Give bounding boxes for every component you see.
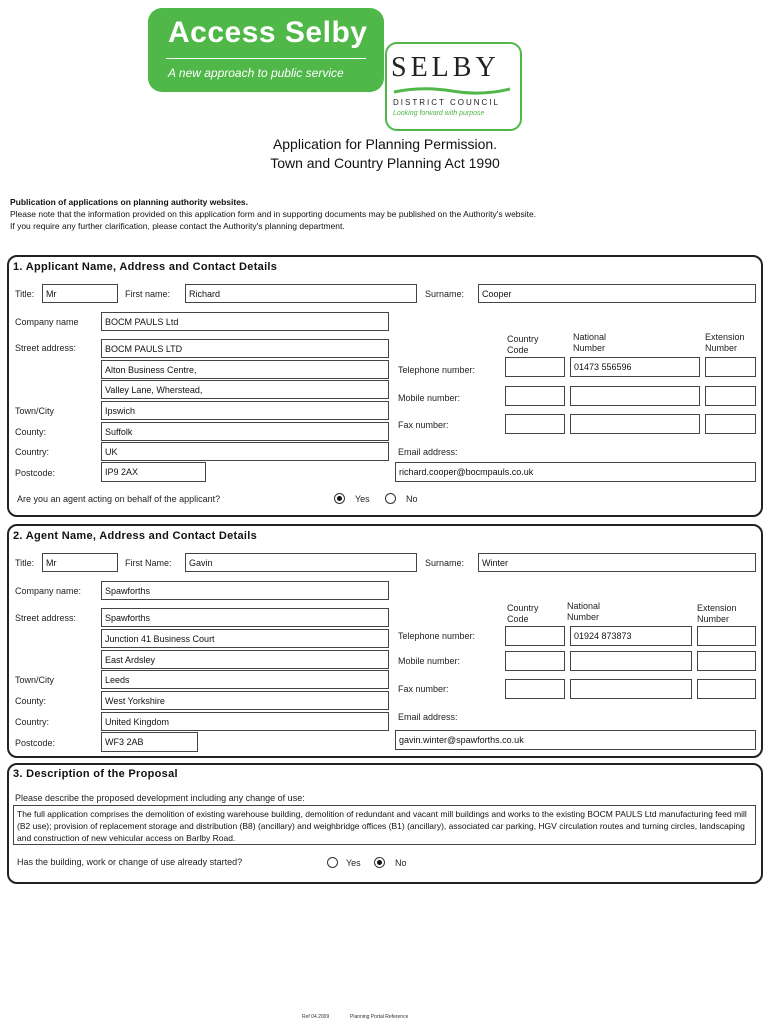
applicant-country-label: Country: <box>15 447 50 457</box>
applicant-title-field[interactable]: Mr <box>42 284 118 303</box>
agent-yes-radio[interactable] <box>334 493 345 504</box>
agent-yes-label: Yes <box>355 494 370 504</box>
council-name: SELBY <box>391 52 500 83</box>
applicant-extension-number-label: Extension Number <box>705 332 745 353</box>
notice-line1: Please note that the information provided on this application form and in supporting documents may be published on the Authority's website. <box>10 209 537 219</box>
agent-street-label: Street address: <box>15 613 77 623</box>
agent-tel-country-code[interactable] <box>505 626 565 646</box>
applicant-surname-field[interactable]: Cooper <box>478 284 756 303</box>
applicant-mobile-country-code[interactable] <box>505 386 565 406</box>
started-no-label: No <box>395 858 407 868</box>
agent-mobile-label: Mobile number: <box>398 656 461 666</box>
applicant-street2-field[interactable]: Alton Business Centre, <box>101 360 389 379</box>
applicant-mobile-label: Mobile number: <box>398 393 461 403</box>
agent-no-label: No <box>406 494 418 504</box>
agent-company-field[interactable]: Spawforths <box>101 581 389 600</box>
agent-no-radio[interactable] <box>385 493 396 504</box>
agent-email-field[interactable]: gavin.winter@spawforths.co.uk <box>395 730 756 750</box>
applicant-postcode-field[interactable]: IP9 2AX <box>101 462 206 482</box>
applicant-mobile-extension[interactable] <box>705 386 756 406</box>
applicant-tel-extension[interactable] <box>705 357 756 377</box>
notice-line2: If you require any further clarification, please contact the Authority's planning department. <box>10 221 345 231</box>
applicant-title-label: Title: <box>15 289 35 299</box>
agent-country-code-label: Country Code <box>507 603 539 624</box>
wave-icon <box>392 84 512 96</box>
agent-title-field[interactable]: Mr <box>42 553 118 572</box>
logo-brand: Access Selby <box>168 16 368 49</box>
agent-extension-number-label: Extension Number <box>697 603 737 624</box>
applicant-national-number-label: National Number <box>573 332 607 353</box>
agent-fax-country-code[interactable] <box>505 679 565 699</box>
agent-town-field[interactable]: Leeds <box>101 670 389 689</box>
started-yes-label: Yes <box>346 858 361 868</box>
applicant-county-label: County: <box>15 427 47 437</box>
agent-country-field[interactable]: United Kingdom <box>101 712 389 731</box>
agent-national-number-label: National Number <box>567 601 601 622</box>
agent-postcode-label: Postcode: <box>15 738 56 748</box>
agent-question: Are you an agent acting on behalf of the applicant? <box>17 494 221 504</box>
applicant-email-field[interactable]: richard.cooper@bocmpauls.co.uk <box>395 462 756 482</box>
applicant-town-label: Town/City <box>15 406 55 416</box>
notice-heading: Publication of applications on planning authority websites. <box>10 197 249 207</box>
access-selby-logo <box>148 8 384 92</box>
applicant-postcode-label: Postcode: <box>15 468 56 478</box>
applicant-county-field[interactable]: Suffolk <box>101 422 389 441</box>
form-subtitle: Town and Country Planning Act 1990 <box>270 155 500 171</box>
agent-street2-field[interactable]: Junction 41 Business Court <box>101 629 389 648</box>
applicant-street1-field[interactable]: BOCM PAULS LTD <box>101 339 389 358</box>
footer-ref: Ref 04.2009 <box>302 1014 330 1020</box>
agent-county-field[interactable]: West Yorkshire <box>101 691 389 710</box>
applicant-telephone-label: Telephone number: <box>398 365 476 375</box>
applicant-fax-country-code[interactable] <box>505 414 565 434</box>
applicant-fax-extension[interactable] <box>705 414 756 434</box>
agent-county-label: County: <box>15 696 47 706</box>
agent-surname-field[interactable]: Winter <box>478 553 756 572</box>
agent-postcode-field[interactable]: WF3 2AB <box>101 732 198 752</box>
agent-street3-field[interactable]: East Ardsley <box>101 650 389 669</box>
logo-divider <box>166 58 366 59</box>
agent-fax-national[interactable] <box>570 679 692 699</box>
applicant-firstname-field[interactable]: Richard <box>185 284 417 303</box>
started-question: Has the building, work or change of use already started? <box>17 857 243 867</box>
applicant-town-field[interactable]: Ipswich <box>101 401 389 420</box>
applicant-email-label: Email address: <box>398 447 458 457</box>
agent-tel-national[interactable]: 01924 873873 <box>570 626 692 646</box>
footer-portal: Planning Portal Reference <box>350 1014 409 1020</box>
form-title: Application for Planning Permission. <box>272 136 498 152</box>
applicant-tel-country-code[interactable] <box>505 357 565 377</box>
applicant-country-field[interactable]: UK <box>101 442 389 461</box>
agent-town-label: Town/City <box>15 675 55 685</box>
applicant-company-label: Company name <box>15 317 79 327</box>
applicant-mobile-national[interactable] <box>570 386 700 406</box>
applicant-tel-national[interactable]: 01473 556596 <box>570 357 700 377</box>
proposal-prompt: Please describe the proposed development including any change of use: <box>15 793 305 803</box>
applicant-firstname-label: First name: <box>125 289 171 299</box>
section-agent-title: 2. Agent Name, Address and Contact Details <box>13 530 258 542</box>
applicant-surname-label: Surname: <box>425 289 465 299</box>
agent-country-label: Country: <box>15 717 50 727</box>
applicant-country-code-label: Country Code <box>507 334 539 355</box>
applicant-street3-field[interactable]: Valley Lane, Wherstead, <box>101 380 389 399</box>
agent-mobile-extension[interactable] <box>697 651 756 671</box>
applicant-fax-label: Fax number: <box>398 420 449 430</box>
council-tagline: Looking forward with purpose <box>393 110 485 117</box>
agent-mobile-country-code[interactable] <box>505 651 565 671</box>
agent-surname-label: Surname: <box>425 558 465 568</box>
agent-firstname-field[interactable]: Gavin <box>185 553 417 572</box>
agent-email-label: Email address: <box>398 712 458 722</box>
agent-street1-field[interactable]: Spawforths <box>101 608 389 627</box>
agent-tel-extension[interactable] <box>697 626 756 646</box>
logo-tagline: A new approach to public service <box>168 66 344 80</box>
agent-mobile-national[interactable] <box>570 651 692 671</box>
agent-title-label: Title: <box>15 558 35 568</box>
applicant-fax-national[interactable] <box>570 414 700 434</box>
applicant-street-label: Street address: <box>15 343 77 353</box>
agent-telephone-label: Telephone number: <box>398 631 476 641</box>
proposal-description-field[interactable]: The full application comprises the demolition of existing warehouse building, demolition of redundant and vacant mill buildings and works to the existing BOCM PAULS Ltd manufacturing feed mill (B2 use); provision of replacement storage and distribution (B8) (ancillary) and weighbridge offices (B1) (ancillary), associated car parking, HGV circulation routes and turning circles, landscaping and construction of new vehicular access on Barlby Road. <box>13 805 756 845</box>
applicant-company-field[interactable]: BOCM PAULS Ltd <box>101 312 389 331</box>
section-proposal-title: 3. Description of the Proposal <box>13 768 178 780</box>
agent-fax-extension[interactable] <box>697 679 756 699</box>
started-no-radio[interactable] <box>374 857 385 868</box>
agent-firstname-label: First Name: <box>125 558 172 568</box>
section-applicant-title: 1. Applicant Name, Address and Contact Details <box>13 261 278 273</box>
agent-company-label: Company name: <box>15 586 82 596</box>
selby-council-logo <box>385 42 522 131</box>
agent-fax-label: Fax number: <box>398 684 449 694</box>
started-yes-radio[interactable] <box>327 857 338 868</box>
council-sub: DISTRICT COUNCIL <box>393 98 500 107</box>
